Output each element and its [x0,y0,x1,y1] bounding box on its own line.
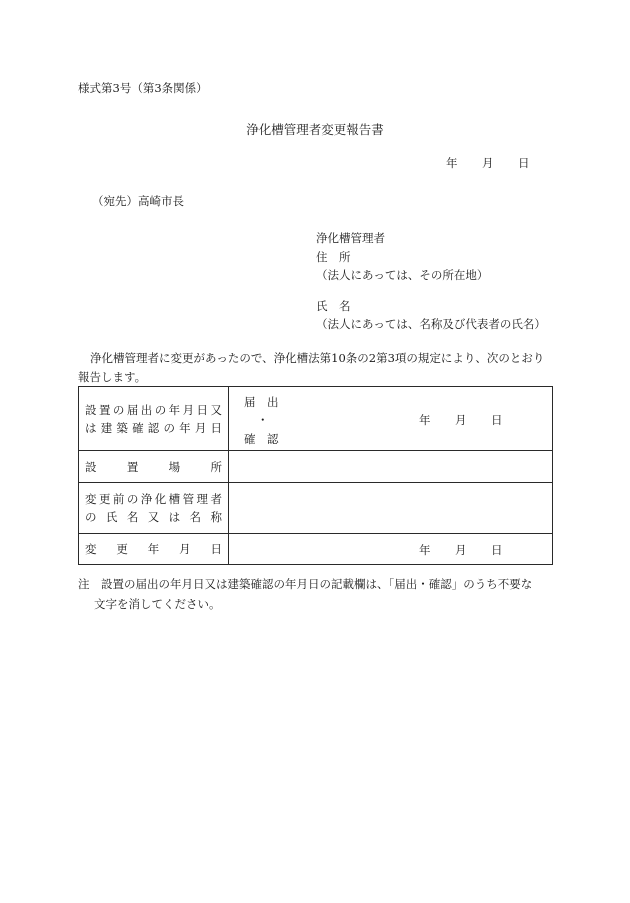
label-char: 槽 [168,492,181,506]
report-statement-line2: 報告します。 [78,369,147,384]
row1-month-label: 月 [455,413,467,427]
footnote [78,574,558,614]
value-installation-location[interactable] [229,451,553,483]
label-char: 更 [116,542,128,556]
label-char: の [154,402,167,417]
label-change-date [79,534,229,565]
applicant-role: 浄化槽管理者 [316,231,385,245]
date-year-label: 年 [446,156,458,170]
date-day-label: 日 [518,156,530,170]
option-separator: ・ [257,413,269,427]
label-char: は [168,510,181,524]
label-char: 置 [98,402,111,417]
label-previous-manager [79,483,229,534]
applicant-address-label: 住 所 [316,249,351,264]
label-char: 設 [85,459,97,474]
label-char: 変 [85,542,97,556]
label-char: の [126,492,139,506]
label-char: 月 [194,420,207,435]
form-number: 様式第3号（第3条関係） [78,81,208,95]
label-char: 年 [168,402,181,417]
label-char: 確 [132,420,144,435]
applicant-name-note: （法人にあっては、名称及び代表者の氏名） [316,317,546,331]
label-char: 年 [147,542,160,556]
value-installation-date[interactable] [229,387,553,451]
label-char: 理 [196,492,208,506]
label-change-date-text [85,540,222,558]
label-char: 出 [140,402,153,417]
report-form-table [78,386,553,565]
label-char: の [85,510,97,524]
applicant-block [316,229,546,334]
applicant-name-label: 氏 名 [316,298,351,313]
table-row-previous-manager [79,483,553,534]
footnote-line2: 文字を消してください。 [94,597,221,611]
label-char: 置 [126,459,139,474]
date-month-label: 月 [482,156,494,170]
label-char: の [112,402,125,417]
label-char: 届 [126,402,139,417]
label-char: 認 [147,420,160,435]
value-change-date[interactable] [229,534,553,565]
report-statement-line1: 浄化槽管理者に変更があったので、浄化槽法第10条の2第3項の規定により、次のとおり [90,351,545,365]
label-char: 化 [154,492,167,506]
label-installation-location-text [85,458,222,476]
addressee: （宛先）高崎市長 [92,194,184,208]
label-char: 又 [210,402,222,417]
label-char: 日 [210,420,222,435]
option-confirmation: 確 認 [244,432,279,446]
label-previous-manager-line1 [85,490,222,508]
label-char: 設 [85,402,97,417]
label-char: 又 [147,510,160,524]
label-installation-date-line2 [85,419,222,437]
report-statement [78,349,556,386]
label-char: 月 [179,542,191,556]
label-char: 名 [126,510,139,524]
row4-year-label: 年 [419,543,431,557]
footnote-line1: 注 設置の届出の年月日又は建築確認の年月日の記載欄は、「届出・確認」のうち不要な [78,577,533,591]
row4-month-label: 月 [455,543,467,557]
label-installation-location [79,451,229,483]
option-notification: 届 出 [244,395,279,409]
label-char: 場 [168,459,181,474]
label-char: 浄 [140,492,153,506]
label-char: 前 [112,492,125,506]
value-previous-manager[interactable] [229,483,553,534]
label-char: 更 [98,492,111,506]
label-char: 月 [182,402,195,417]
label-char: 年 [179,420,191,435]
label-char: 名 [189,510,202,524]
row1-day-label: 日 [491,413,503,427]
label-char: 管 [182,492,195,506]
applicant-address-note: （法人にあっては、その所在地） [316,268,489,282]
table-row-installation-location [79,451,553,483]
label-char: 称 [210,510,222,524]
label-installation-date [79,387,229,451]
label-char: 建 [100,420,113,435]
label-char: 変 [85,492,97,506]
table-row-installation-date [79,387,553,451]
row1-year-label: 年 [419,413,431,427]
label-char: 氏 [105,510,118,524]
label-char: 築 [116,420,128,435]
label-char: の [163,420,175,435]
label-char: 者 [210,492,222,506]
label-installation-date-line1 [85,401,222,419]
row4-day-label: 日 [491,543,503,557]
table-row-change-date [79,534,553,565]
label-char: 日 [196,402,208,417]
label-previous-manager-line2 [85,508,222,526]
label-char: は [85,420,97,435]
label-char: 日 [210,542,222,556]
label-char: 所 [210,459,222,474]
document-title: 浄化槽管理者変更報告書 [246,122,384,137]
